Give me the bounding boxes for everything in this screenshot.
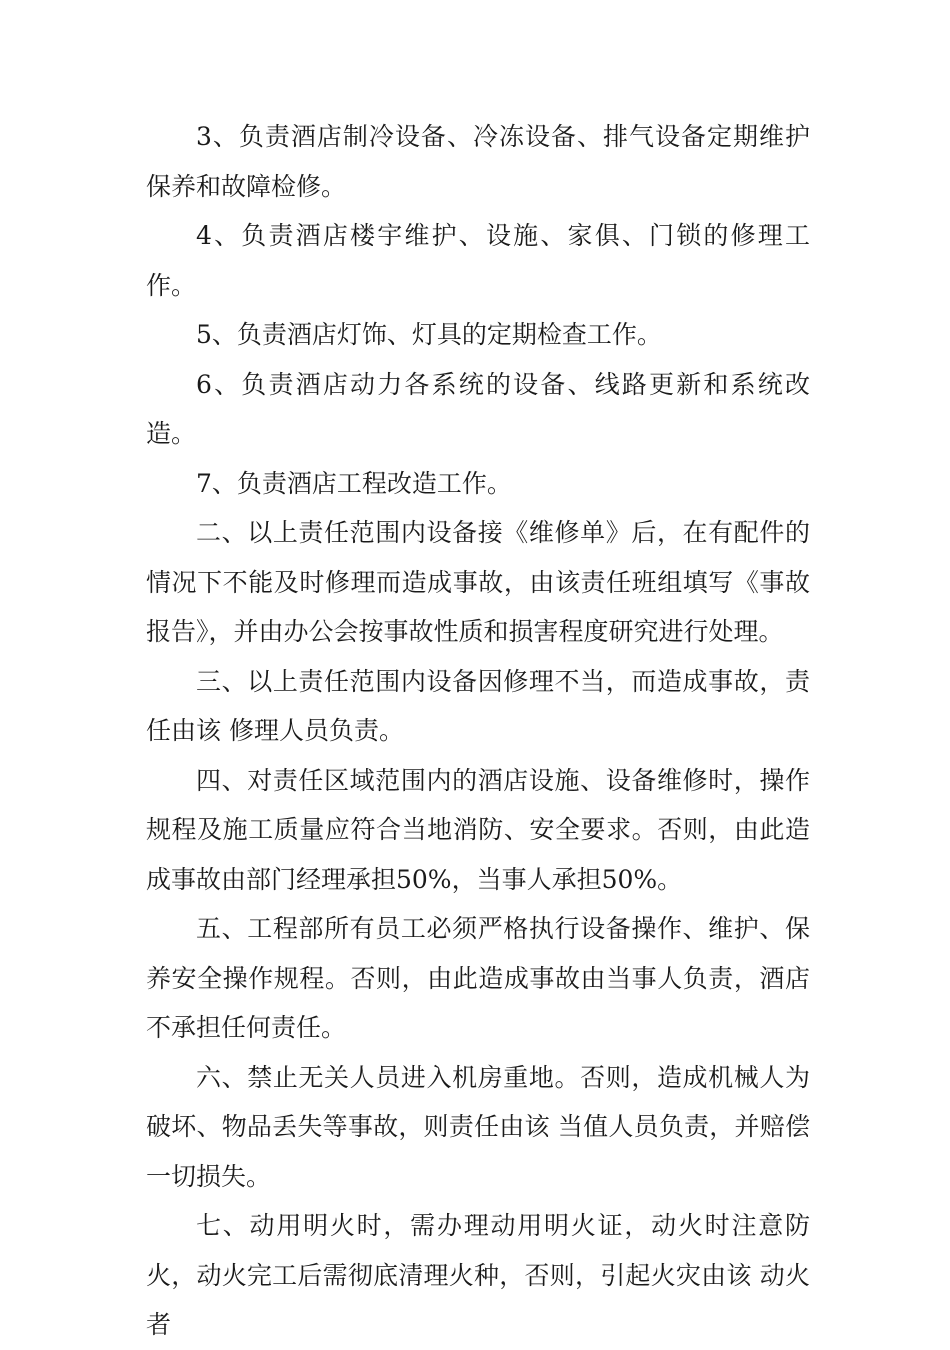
paragraph-item-6: 6、负责酒店动力各系统的设备、线路更新和系统改造。 (146, 369, 810, 448)
paragraph-item-5: 5、负责酒店灯饰、灯具的定期检查工作。 (196, 320, 662, 349)
paragraph-item-7: 7、负责酒店工程改造工作。 (196, 468, 512, 498)
paragraph-section-5: 五、工程部所有员工必须严格执行设备操作、维护、保养安全操作规程。否则，由此造成事故由当事人负责，酒店不承担任何责任。 (146, 914, 810, 1042)
paragraph-section-4: 四、对责任区域范围内的酒店设施、设备维修时，操作规程及施工质量应符合当地消防、安全要求。否则，由此造成事故由部门经理承担50%，当事人承担50%。 (146, 765, 810, 894)
paragraph-item-4: 4、负责酒店楼宇维护、设施、家俱、门锁的修理工作。 (146, 221, 810, 300)
paragraph-section-3: 三、以上责任范围内设备因修理不当，而造成事故，责任由该 修理人员负责。 (146, 666, 810, 745)
document-body (146, 112, 810, 1350)
paragraph-section-2: 二、以上责任范围内设备接《维修单》后，在有配件的情况下不能及时修理而造成事故，由该责任班组填写《事故报告》，并由办公会按事故性质和损害程度研究进行处理。 (146, 518, 810, 646)
paragraph-item-3: 3、负责酒店制冷设备、冷冻设备、排气设备定期维护保养和故障检修。 (146, 122, 810, 201)
paragraph-section-6: 六、禁止无关人员进入机房重地。否则，造成机械人为破坏、物品丢失等事故，则责任由该 当值人员负责，并赔偿一切损失。 (146, 1062, 810, 1191)
paragraph-section-7: 七、动用明火时，需办理动用明火证，动火时注意防火，动火完工后需彻底清理火种，否则，引起火灾由该 动火者 (146, 1211, 810, 1339)
